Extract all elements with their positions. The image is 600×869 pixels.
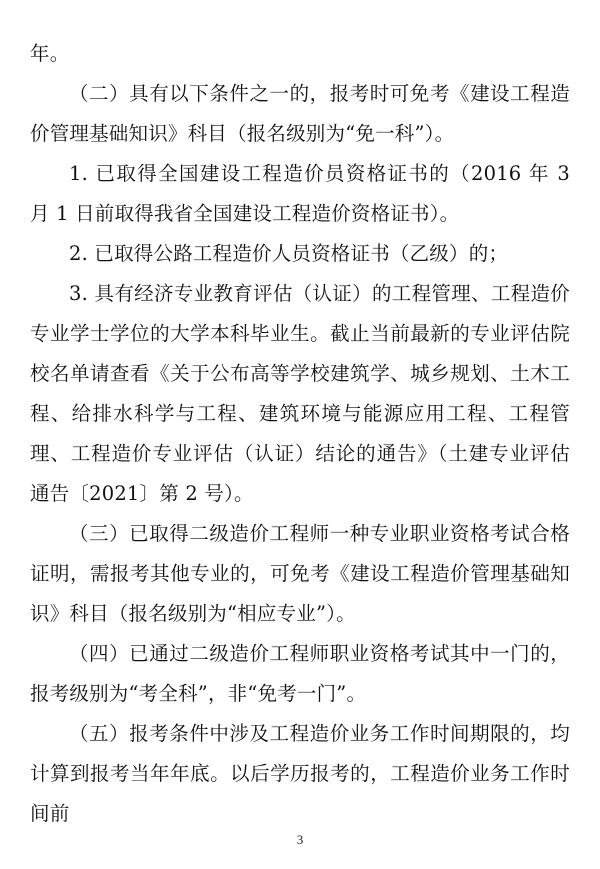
paragraph-continuation: 年。 <box>30 42 70 65</box>
paragraph-condition-3: 3. 具有经济专业教育评估（认证）的工程管理、工程造价专业学士学位的大学本科毕业生。截止当前最新的专业评估院校名单请查看《关于公布高等学校建筑学、城乡规划、土木工程、给排水科学与工程、建筑环境与能源应用工程、工程管理、工程造价专业评估（认证）结论的通告》（土建专业评估通告〔2021〕第 2 号）。 <box>30 282 570 505</box>
paragraph-condition-1: 1. 已取得全国建设工程造价员资格证书的（2016 年 3 月 1 日前取得我省全国建设工程造价资格证书）。 <box>30 162 570 225</box>
page-number: 3 <box>296 832 304 847</box>
paragraph-item-5: （五）报考条件中涉及工程造价业务工作时间期限的，均计算到报考当年年底。以后学历报考的，工程造价业务工作时间前 <box>30 722 570 825</box>
paragraph-item-3: （三）已取得二级造价工程师一种专业职业资格考试合格证明，需报考其他专业的，可免考《建设工程造价管理基础知识》科目（报名级别为“相应专业”）。 <box>30 522 570 625</box>
document-body <box>30 34 570 834</box>
paragraph-item-4: （四）已通过二级造价工程师职业资格考试其中一门的，报考级别为“考全科”，非“免考一门”。 <box>30 642 570 705</box>
paragraph-exemption-conditions: （二）具有以下条件之一的，报考时可免考《建设工程造价管理基础知识》科目（报名级别为“免一科”）。 <box>30 82 570 145</box>
paragraph-condition-2: 2. 已取得公路工程造价人员资格证书（乙级）的； <box>69 242 509 265</box>
